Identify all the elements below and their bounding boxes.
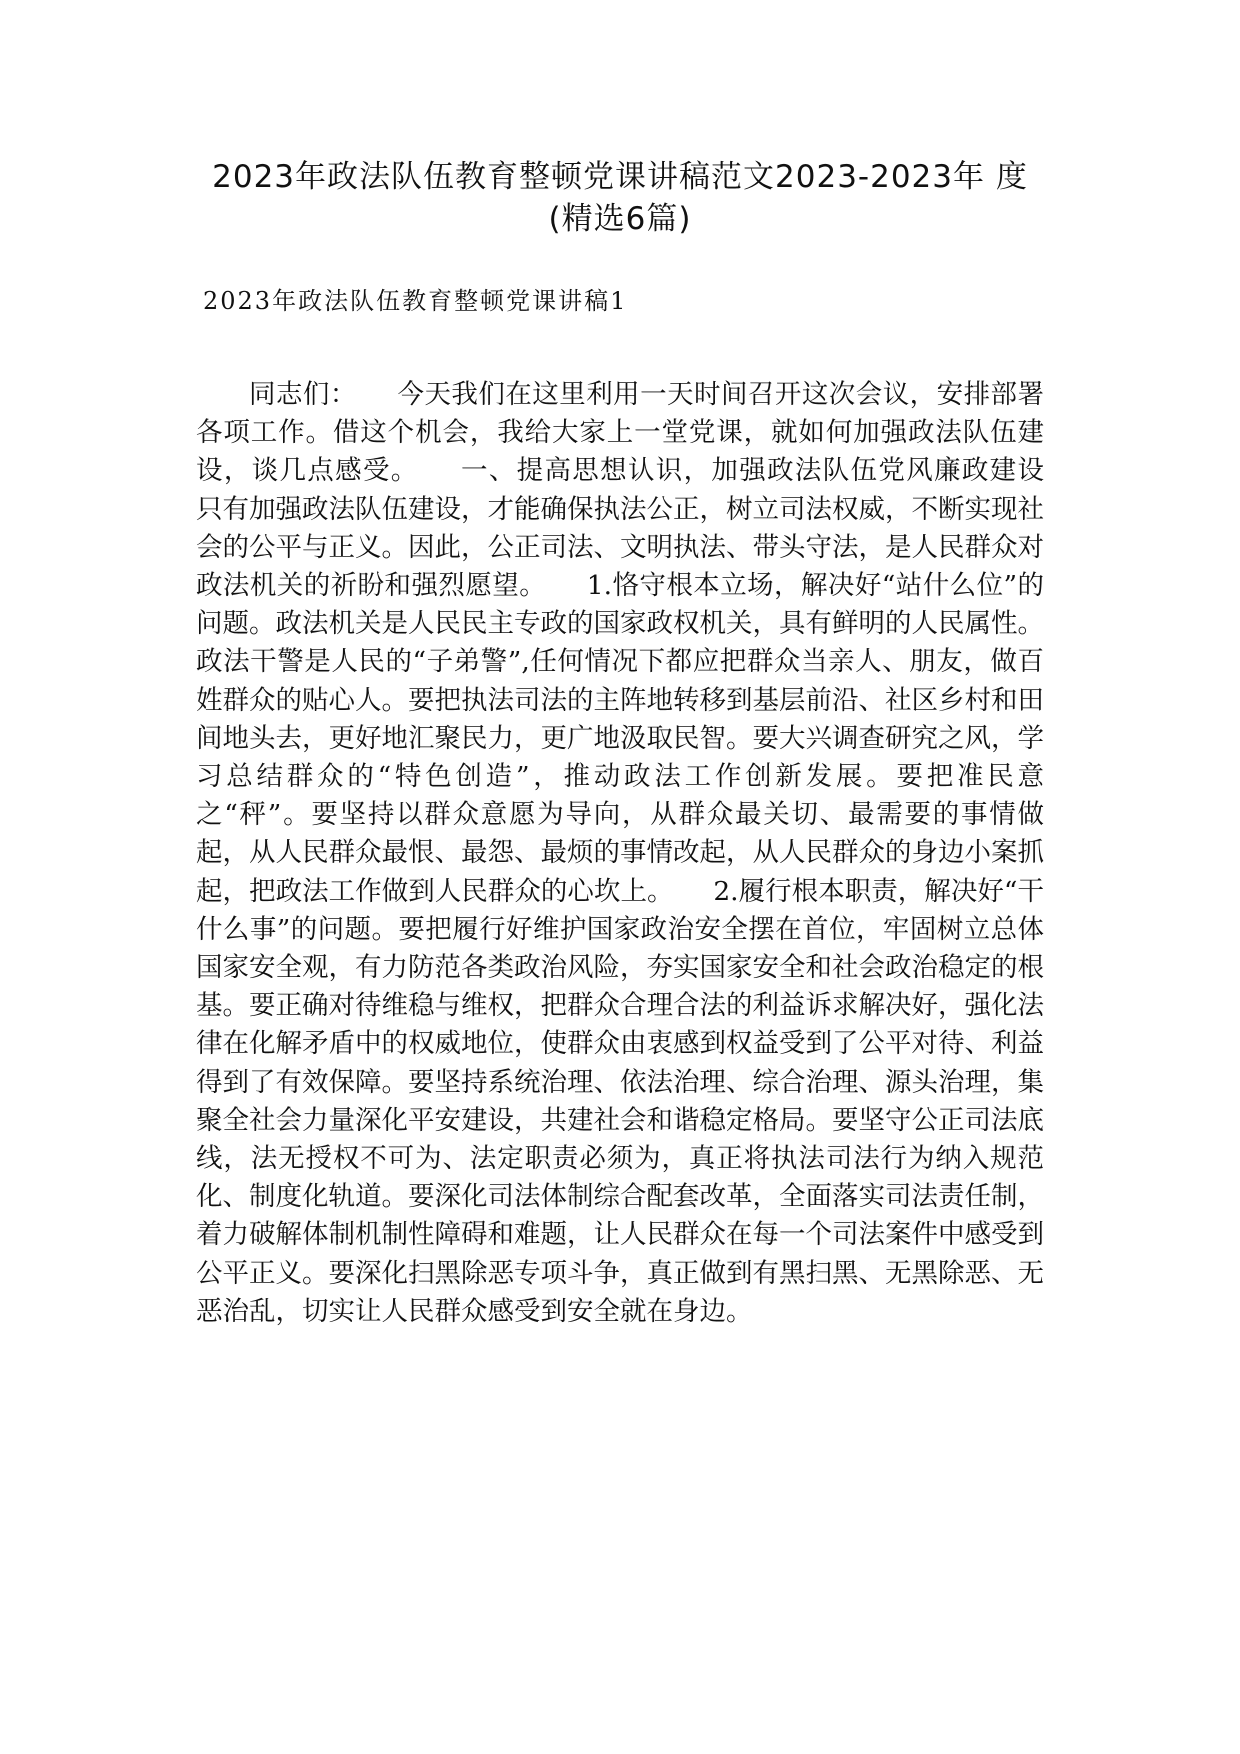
- section-heading: 2023年政法队伍教育整顿党课讲稿1: [203, 287, 628, 315]
- body-paragraph: 同志们： 今天我们在这里利用一天时间召开这次会议，安排部署各项工作。借这个机会，我给大家上一堂党课，就如何加强政法队伍建设，谈几点感受。 一、提高思想认识，加强政法队伍党风廉政建设 只有加强政法队伍建设，才能确保执法公正，树立司法权威，不断实现社会的公平与正义。因此，公正司法、文明执法、带头守法，是人民群众对政法机关的祈盼和强烈愿望。 1.恪守根本立场，解决好“站什么位”的问题。政法机关是人民民主专政的国家政权机关，具有鲜明的人民属性。政法干警是人民的“子弟警”,任何情况下都应把群众当亲人、朋友，做百姓群众的贴心人。要把执法司法的主阵地转移到基层前沿、社区乡村和田间地头去，更好地汇聚民力，更广地汲取民智。要大兴调查研究之风，学习总结群众的“特色创造”，推动政法工作创新发展。要把准民意之“秤”。要坚持以群众意愿为导向，从群众最关切、最需要的事情做起，从人民群众最恨、最怨、最烦的事情改起，从人民群众的身边小案抓起，把政法工作做到人民群众的心坎上。 2.履行根本职责，解决好“干什么事”的问题。要把履行好维护国家政治安全摆在首位，牢固树立总体国家安全观，有力防范各类政治风险，夯实国家安全和社会政治稳定的根基。要正确对待维稳与维权，把群众合理合法的利益诉求解决好，强化法律在化解矛盾中的权威地位，使群众由衷感到权益受到了公平对待、利益得到了有效保障。要坚持系统治理、依法治理、综合治理、源头治理，集聚全社会力量深化平安建设，共建社会和谐稳定格局。要坚守公正司法底线，法无授权不可为、法定职责必须为，真正将执法司法行为纳入规范化、制度化轨道。要深化司法体制综合配套改革，全面落实司法责任制，着力破解体制机制性障碍和难题，让人民群众在每一个司法案件中感受到公平正义。要深化扫黑除恶专项斗争，真正做到有黑扫黑、无黑除恶、无恶治乱，切实让人民群众感受到安全就在身边。: [196, 379, 1071, 1327]
- document-title: 2023年政法队伍教育整顿党课讲稿范文2023-2023年 度(精选6篇): [212, 159, 1028, 237]
